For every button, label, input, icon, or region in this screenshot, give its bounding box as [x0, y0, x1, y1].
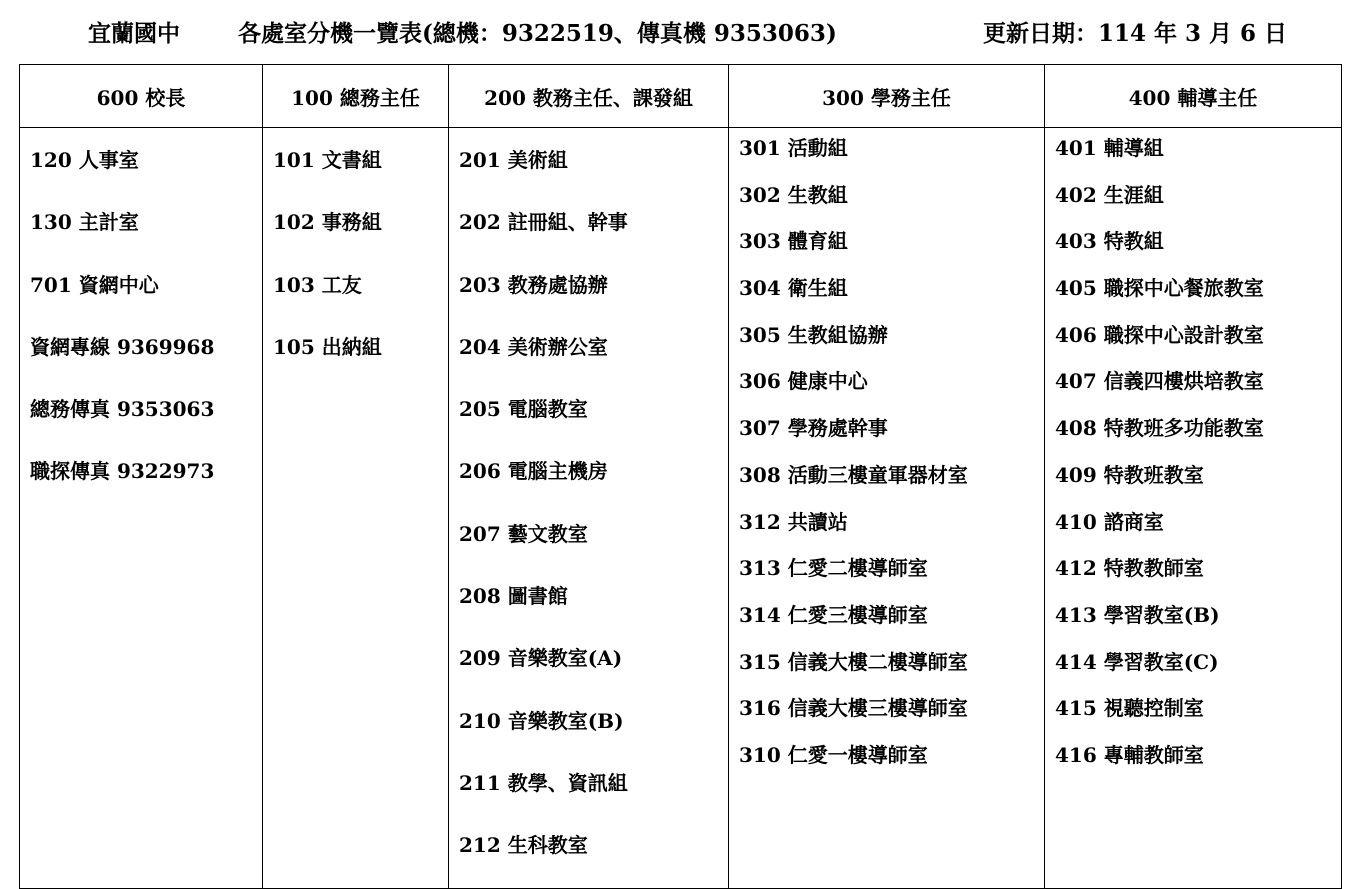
column-cell-student-affairs: [729, 128, 1045, 889]
extension-item: 202 註冊組、幹事: [459, 210, 628, 235]
extension-item: 314 仁愛三樓導師室: [739, 602, 928, 627]
extension-item: 409 特教班教室: [1055, 462, 1204, 487]
extension-item: 408 特教班多功能教室: [1055, 416, 1264, 441]
extension-item: 402 生涯組: [1055, 182, 1164, 207]
extension-item: 205 電腦教室: [459, 397, 588, 422]
extension-item: 305 生教組協辦: [739, 322, 888, 347]
extension-item: 301 活動組: [739, 136, 848, 160]
extension-item: 405 職探中心餐旅教室: [1055, 276, 1264, 301]
extension-directory-table: [19, 64, 1342, 889]
page-header: [0, 14, 1359, 54]
extension-item: 701 資網中心: [30, 272, 159, 297]
school-name: 宜蘭國中: [88, 20, 180, 47]
extension-list: [459, 128, 728, 888]
extension-item: 208 圖書館: [459, 584, 568, 609]
column-header-principal: 600 校長: [20, 65, 263, 128]
extension-item: 306 健康中心: [739, 369, 868, 394]
extension-item: 406 職探中心設計教室: [1055, 322, 1264, 347]
extension-item: 416 專輔教師室: [1055, 742, 1204, 767]
extension-item: 130 主計室: [30, 210, 139, 235]
extension-item: 120 人事室: [30, 148, 139, 172]
extension-item: 313 仁愛二樓導師室: [739, 556, 928, 581]
extension-item: 資網專線 9369968: [30, 334, 215, 359]
table-header-row: [20, 65, 1342, 128]
extension-item: 211 教學、資訊組: [459, 770, 628, 795]
extension-item: 413 學習教室(B): [1055, 602, 1220, 627]
extension-item: 414 學習教室(C): [1055, 649, 1219, 674]
extension-item: 307 學務處幹事: [739, 416, 888, 441]
extension-item: 207 藝文教室: [459, 521, 588, 546]
extension-item: 401 輔導組: [1055, 136, 1164, 160]
column-cell-principal: [20, 128, 263, 889]
extension-list: [739, 128, 1044, 787]
extension-item: 412 特教教師室: [1055, 556, 1204, 581]
extension-item: 310 仁愛一樓導師室: [739, 742, 928, 767]
column-cell-general-affairs: [263, 128, 449, 889]
column-header-general-affairs: 100 總務主任: [263, 65, 449, 128]
extension-item: 204 美術辦公室: [459, 334, 608, 359]
extension-item: 102 事務組: [273, 210, 382, 235]
extension-item: 206 電腦主機房: [459, 459, 608, 484]
extension-item: 312 共讀站: [739, 509, 848, 534]
extension-item: 101 文書組: [273, 148, 382, 172]
extension-item: 103 工友: [273, 272, 362, 297]
column-header-student-affairs: 300 學務主任: [729, 65, 1045, 128]
extension-item: 302 生教組: [739, 182, 848, 207]
extension-item: 316 信義大樓三樓導師室: [739, 696, 968, 721]
column-header-counseling: 400 輔導主任: [1045, 65, 1342, 128]
extension-item: 304 衛生組: [739, 276, 848, 301]
extension-item: 410 諮商室: [1055, 509, 1164, 534]
extension-item: 209 音樂教室(A): [459, 646, 623, 671]
extension-item: 212 生科教室: [459, 833, 588, 858]
extension-item: 105 出納組: [273, 334, 382, 359]
extension-item: 415 視聽控制室: [1055, 696, 1204, 721]
extension-list: [1055, 128, 1341, 787]
column-cell-counseling: [1045, 128, 1342, 889]
update-date: 更新日期：114 年 3 月 6 日: [983, 20, 1288, 47]
extension-item: 407 信義四樓烘培教室: [1055, 369, 1264, 394]
extension-item: 203 教務處協辦: [459, 272, 608, 297]
extension-item: 職探傳真 9322973: [30, 459, 215, 484]
extension-item: 308 活動三樓童軍器材室: [739, 462, 968, 487]
document-title: 各處室分機一覽表(總機：9322519、傳真機 9353063): [238, 20, 837, 47]
extension-item: 總務傳真 9353063: [30, 397, 215, 422]
column-cell-academic-affairs: [449, 128, 729, 889]
extension-list: [273, 128, 448, 389]
extension-item: 315 信義大樓二樓導師室: [739, 649, 968, 674]
extension-item: 303 體育組: [739, 229, 848, 254]
extension-item: 403 特教組: [1055, 229, 1164, 254]
extension-item: 201 美術組: [459, 148, 568, 172]
extension-item: 210 音樂教室(B): [459, 708, 624, 733]
table-body-row: [20, 128, 1342, 889]
column-header-academic-affairs: 200 教務主任、課發組: [449, 65, 729, 128]
extension-list: [30, 128, 262, 514]
